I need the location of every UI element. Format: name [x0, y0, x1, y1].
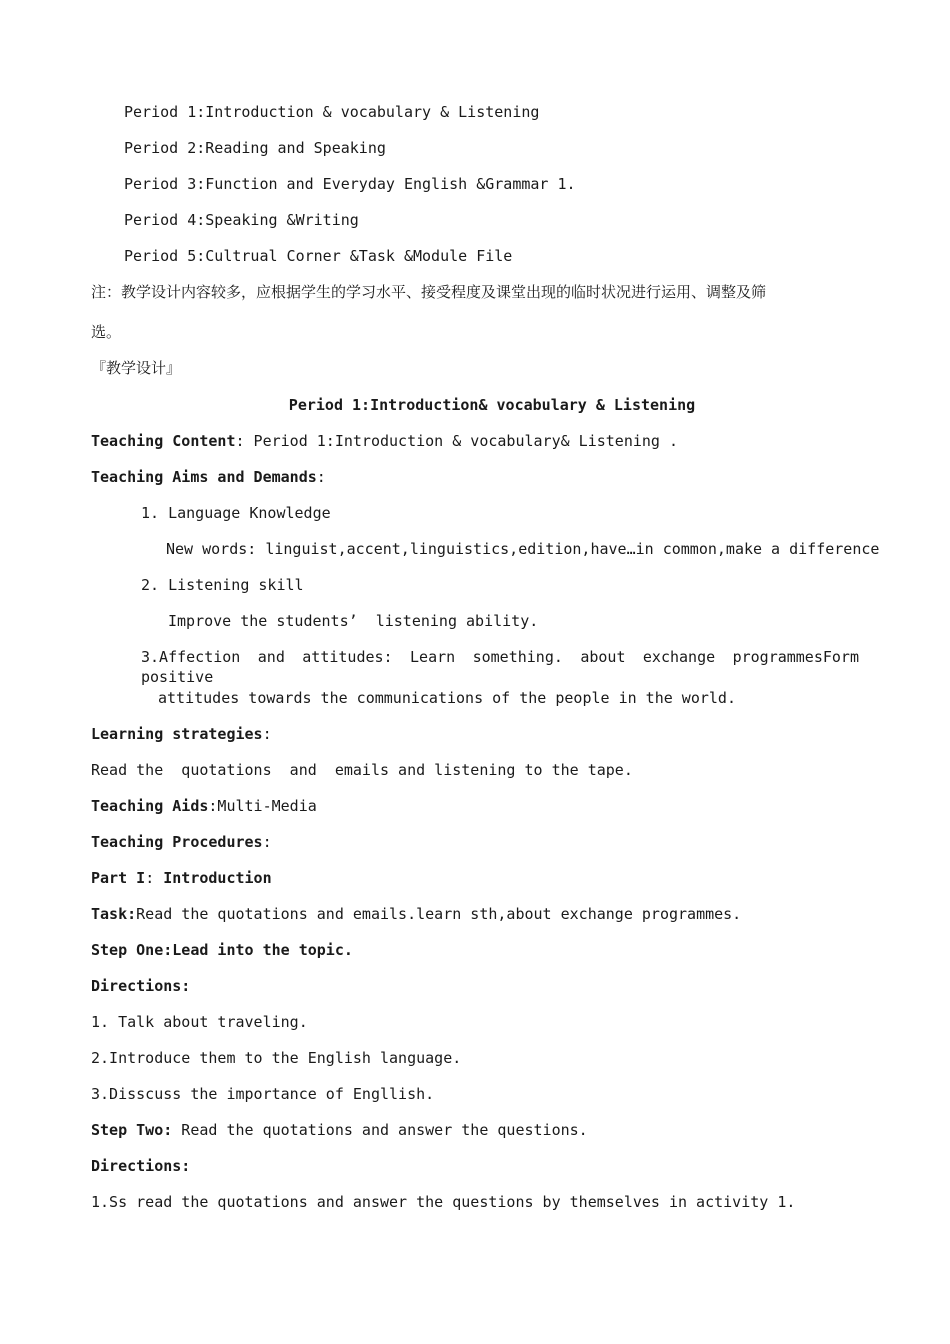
teaching-aids-text: :Multi-Media: [208, 797, 317, 815]
teaching-aims-label: Teaching Aims and Demands: [91, 468, 317, 486]
step-one-heading: Step One:Lead into the topic.: [91, 941, 353, 959]
direction-item: 1.Ss read the quotations and answer the questions by themselves in activity 1.: [91, 1193, 796, 1211]
teaching-aims-heading: [91, 467, 326, 487]
step-two-text: Read the quotations and answer the questions.: [172, 1121, 588, 1139]
teaching-procedures-colon: :: [262, 833, 272, 851]
period-list-item-5: Period 5:Cultrual Corner &Task &Module File: [124, 247, 513, 265]
aim-item-3-line-2: attitudes towards the communications of the people in the world.: [158, 689, 736, 707]
period-list-item-3: Period 3:Function and Everyday English &Grammar 1.: [124, 175, 576, 193]
directions-heading-2: Directions:: [91, 1157, 191, 1175]
learning-strategies-label: Learning strategies: [91, 725, 263, 743]
task-label: Task:: [91, 905, 137, 923]
period-list-item-1: Period 1:Introduction & vocabulary & Listening: [124, 103, 540, 121]
direction-item: 3.Disscuss the importance of Engllish.: [91, 1085, 435, 1103]
teaching-content-text: : Period 1:Introduction & vocabulary& Listening .: [235, 432, 679, 450]
teaching-aims-colon: :: [316, 468, 326, 486]
teaching-aids-label: Teaching Aids: [91, 797, 209, 815]
part-one-heading: [91, 868, 272, 888]
aim-item-1-detail: New words: linguist,accent,linguistics,edition,have…in common,make a difference: [166, 540, 880, 558]
aim-item-2-title: 2. Listening skill: [141, 576, 304, 594]
task-text: Read the quotations and emails.learn sth,about exchange programmes.: [136, 905, 742, 923]
note-line-1: 注：教学设计内容较多，应根据学生的学习水平、接受程度及课堂出现的临时状况进行运用、调整及筛: [91, 283, 767, 301]
period-heading: Period 1:Introduction& vocabulary & Listening: [288, 396, 696, 414]
aim-item-1-title: 1. Language Knowledge: [141, 504, 331, 522]
aim-item-2-detail: Improve the students’ listening ability.: [168, 612, 539, 630]
section-title: 『教学设计』: [91, 359, 182, 377]
directions-heading-1: Directions:: [91, 977, 191, 995]
direction-item: 1. Talk about traveling.: [91, 1013, 308, 1031]
teaching-content-line: [91, 431, 678, 451]
period-list-item-2: Period 2:Reading and Speaking: [124, 139, 386, 157]
aim-item-3-line-1: 3.Affection and attitudes: Learn something. about exchange programmesForm positive: [141, 648, 859, 686]
teaching-procedures-heading: [91, 832, 272, 852]
step-two-line: [91, 1120, 588, 1140]
direction-item: 2.Introduce them to the English language.: [91, 1049, 462, 1067]
part-one-title: Introduction: [163, 869, 272, 887]
note-line-2: 选。: [91, 323, 122, 341]
teaching-content-label: Teaching Content: [91, 432, 236, 450]
step-two-label: Step Two:: [91, 1121, 173, 1139]
learning-strategies-heading: [91, 724, 272, 744]
part-one-separator: :: [145, 869, 164, 887]
learning-strategies-colon: :: [262, 725, 272, 743]
period-list-item-4: Period 4:Speaking &Writing: [124, 211, 359, 229]
teaching-procedures-label: Teaching Procedures: [91, 833, 263, 851]
part-one-label: Part I: [91, 869, 146, 887]
learning-strategies-text: Read the quotations and emails and listening to the tape.: [91, 761, 633, 779]
teaching-aids-line: [91, 796, 317, 816]
task-line: [91, 904, 741, 924]
